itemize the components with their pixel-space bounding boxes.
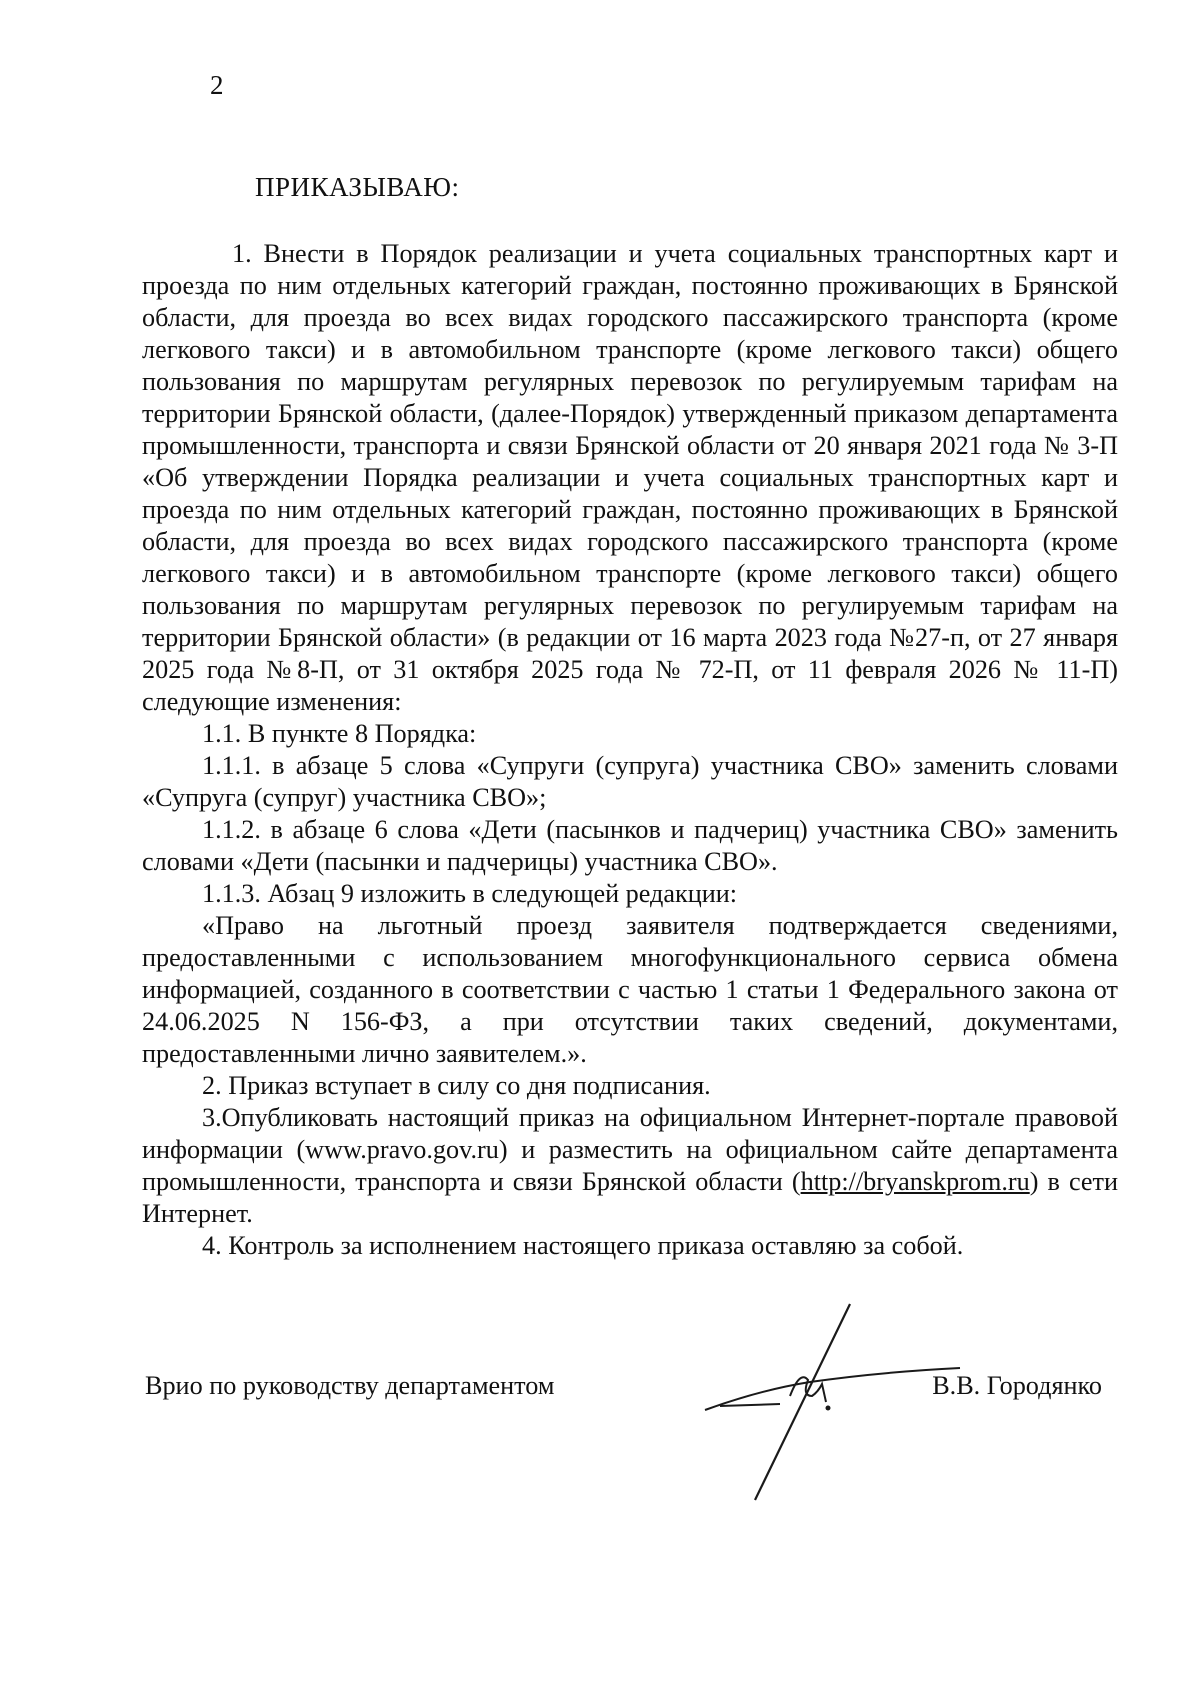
paragraph-1: 1. Внести в Порядок реализации и учета социальных транспортных карт и проезда по ним отдельных категорий граждан, постоянно проживающих в Брянской области, для проезда во всех видах городского пассажирского транспорта (кроме легкового такси) и в автомобильном транспорте (кроме легкового такси) общего пользования по маршрутам регулярных перевозок по регулируемым тарифам на территории Брянской области, (далее-Порядок) утвержденный приказом департамента промышленности, транспорта и связи Брянской области от 20 января 2021 года № 3-П «Об утверждении Порядка реализации и учета социальных транспортных карт и проезда по ним отдельных категорий граждан, постоянно проживающих в Брянской области, для проезда во всех видах городского пассажирского транспорта (кроме легкового такси) и в автомобильном транспорте (кроме легкового такси) общего пользования по маршрутам регулярных перевозок по регулируемым тарифам на территории Брянской области» (в редакции от 16 марта 2023 года №27-п, от 27 января 2025 года №8-П, от 31 октября 2025 года № 72-П, от 11 февраля 2026 № 11-П) следующие изменения: (142, 239, 1118, 716)
quoted-paragraph: «Право на льготный проезд заявителя подтверждается сведениями, предоставленными с использованием многофункционального сервиса обмена информацией, созданного в соответствии с частью 1 статьи 1 Федерального закона от 24.06.2025 N 156-ФЗ, а при отсутствии таких сведений, документами, предоставленными лично заявителем.». (142, 911, 1118, 1068)
paragraph-1-1-3: 1.1.3. Абзац 9 изложить в следующей редакции: (202, 879, 738, 908)
paragraph-4: 4. Контроль за исполнением настоящего приказа оставляю за собой. (202, 1231, 964, 1260)
signatory-name: В.В. Городянко (932, 1371, 1102, 1400)
document-body (142, 238, 1118, 1262)
paragraph-1-1-2: 1.1.2. в абзаце 6 слова «Дети (пасынков и падчериц) участника СВО» заменить словами «Дети (пасынки и падчерицы) участника СВО». (142, 815, 1118, 876)
paragraph-3-text: 3.Опубликовать настоящий приказ на официальном Интернет-портале правовой информации (www.pravo.gov.ru) и разместить на официальном сайте департамента промышленности, транспорта и связи Брянской области ( (142, 1103, 1118, 1196)
paragraph-2: 2. Приказ вступает в силу со дня подписания. (202, 1071, 711, 1100)
paragraph-1-1: 1.1. В пункте 8 Порядка: (202, 719, 477, 748)
page-number: 2 (210, 70, 224, 100)
order-heading: ПРИКАЗЫВАЮ: (255, 172, 460, 202)
handwritten-signature (700, 1300, 1000, 1510)
website-link[interactable]: http://bryanskprom.ru (800, 1167, 1030, 1196)
paragraph-1-1-1: 1.1.1. в абзаце 5 слова «Супруги (супруга) участника СВО» заменить словами «Супруга (супруг) участника СВО»; (142, 751, 1118, 812)
signatory-title: Врио по руководству департаментом (145, 1371, 555, 1400)
paragraph-3 (142, 1102, 1118, 1230)
paragraph-3-tail: ) в сети Интернет. (142, 1167, 1118, 1228)
